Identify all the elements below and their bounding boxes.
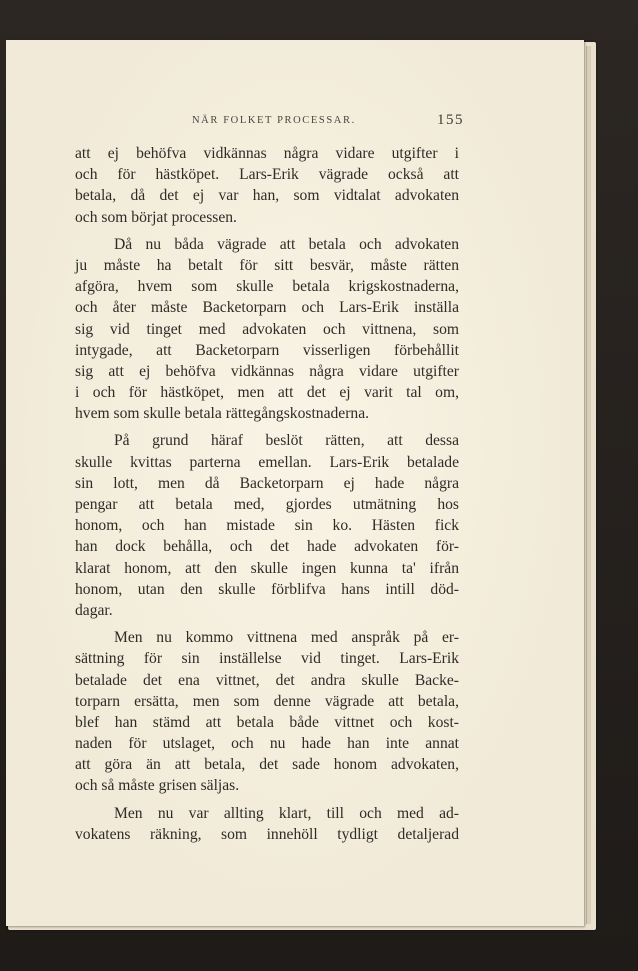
paragraph	[75, 627, 459, 797]
text-line: honom, utan den skulle förblifva hans intill död-	[75, 580, 459, 598]
paragraph	[75, 143, 459, 228]
text-line: dagar.	[75, 601, 113, 619]
text-line: sättning för sin inställelse vid tinget. Lars-Erik	[75, 650, 459, 668]
text-line: att göra än att betala, det sade honom advokaten,	[75, 756, 459, 774]
text-line: att ej behöfva vidkännas några vidare utgifter i	[75, 145, 459, 162]
text-line: han dock behålla, och det hade advokaten för-	[75, 538, 459, 556]
text-line: Men nu var allting klart, till och med ad-	[114, 804, 459, 822]
text-line: betalade det ena vittnet, det andra skulle Backe-	[75, 671, 459, 689]
page-header	[6, 113, 584, 133]
paragraph	[75, 803, 459, 845]
text-line: Men nu kommo vittnena med anspråk på er-	[114, 629, 459, 647]
running-head: NÄR FOLKET PROCESSAR.	[192, 115, 356, 126]
body-text	[75, 143, 459, 845]
text-line: intygade, att Backetorparn visserligen förbehållit	[75, 341, 459, 359]
text-line: sig vid tinget med advokaten och vittnena, som	[75, 320, 459, 338]
text-line: och åter måste Backetorparn och Lars-Erik inställa	[75, 299, 459, 317]
text-line: Då nu båda vägrade att betala och advokaten	[114, 235, 459, 253]
text-line: betala, då det ej var han, som vidtalat advokaten	[75, 187, 459, 205]
text-line: honom, och han mistade sin ko. Hästen fick	[75, 517, 459, 535]
page-edge	[586, 46, 591, 924]
text-line: och så måste grisen säljas.	[75, 777, 240, 795]
text-line: och för hästköpet. Lars-Erik vägrade också att	[75, 166, 459, 184]
text-line: blef han stämd att betala både vittnet och kost-	[75, 713, 459, 731]
text-line: i och för hästköpet, men att det ej varit tal om,	[75, 384, 459, 402]
paragraph	[75, 430, 459, 621]
text-line: hvem som skulle betala rättegångskostnaderna.	[75, 405, 370, 423]
text-line: naden för utslaget, och nu hade han inte annat	[75, 735, 459, 753]
text-line: och som börjat processen.	[75, 208, 237, 226]
text-line: afgöra, hvem som skulle betala krigskostnaderna,	[75, 278, 459, 296]
page-number: 155	[437, 112, 464, 128]
paragraph	[75, 234, 459, 425]
text-line: På grund häraf beslöt rätten, att dessa	[114, 432, 459, 450]
text-line: vokatens räkning, som innehöll tydligt detaljerad	[75, 825, 459, 843]
text-line: klarat honom, att den skulle ingen kunna ta' ifrån	[75, 559, 459, 577]
text-line: ju måste ha betalt för sitt besvär, måste rätten	[75, 256, 459, 274]
text-line: pengar att betala med, gjordes utmätning hos	[75, 496, 459, 513]
text-line: skulle kvittas parterna emellan. Lars-Erik betalade	[75, 453, 459, 471]
text-line: torparn ersätta, men som denne vägrade att betala,	[75, 692, 459, 710]
text-line: sig att ej behöfva vidkännas några vidare utgifter	[75, 362, 459, 380]
text-line: sin lott, men då Backetorparn ej hade några	[75, 474, 459, 492]
